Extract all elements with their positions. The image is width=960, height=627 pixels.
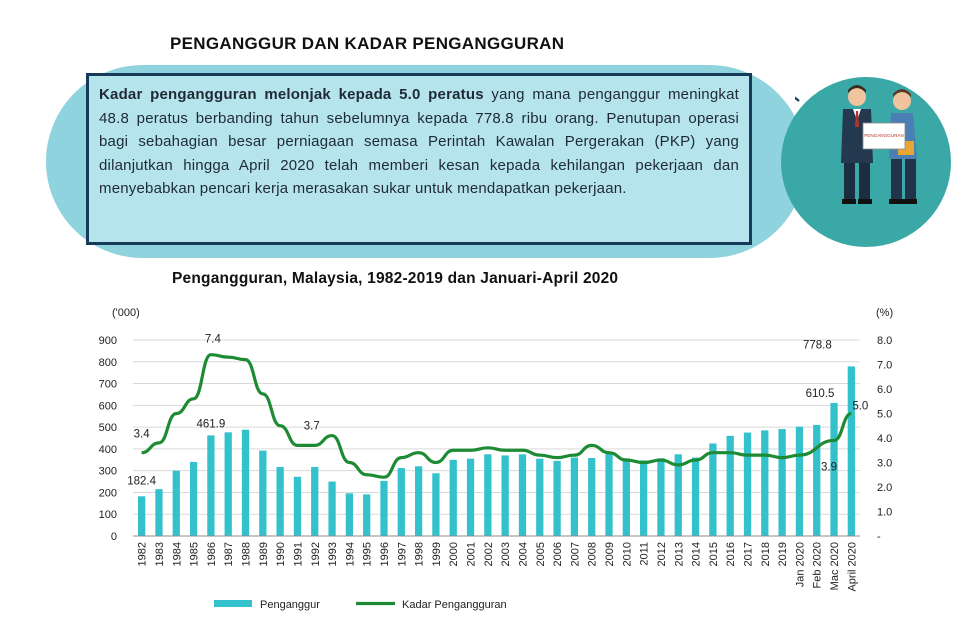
left-tick-label: 900 <box>98 335 117 347</box>
x-tick-label: 2019 <box>777 542 790 567</box>
bar-penganggur <box>363 494 370 536</box>
data-label: 461.9 <box>196 418 226 431</box>
right-tick-label: 1.0 <box>877 506 893 519</box>
legend-label-penganggur: Penganggur <box>260 599 320 611</box>
x-tick-label: 2011 <box>638 542 651 566</box>
x-tick-label: 1991 <box>292 542 305 567</box>
bar-penganggur <box>294 477 301 536</box>
left-tick-label: 700 <box>98 378 117 391</box>
bar-penganggur <box>432 473 439 536</box>
bar-penganggur <box>225 432 232 536</box>
x-tick-label: 1996 <box>378 542 391 567</box>
right-tick-label: 2.0 <box>877 482 893 494</box>
bar-penganggur <box>190 462 197 536</box>
bar-penganggur <box>571 458 578 536</box>
bar-penganggur <box>727 436 734 536</box>
bar-penganggur <box>675 454 682 536</box>
right-tick-label: 7.0 <box>877 359 893 372</box>
bar-penganggur <box>605 453 612 536</box>
right-tick-label: 8.0 <box>877 335 893 347</box>
bar-penganggur <box>761 430 768 536</box>
bar-penganggur <box>450 460 457 536</box>
bar-penganggur <box>398 468 405 536</box>
x-tick-label: 1983 <box>153 542 166 567</box>
x-tick-label: 2015 <box>707 542 720 567</box>
x-tick-label: 1994 <box>344 542 357 567</box>
bar-penganggur <box>207 435 214 536</box>
left-axis-unit: ('000) <box>112 307 140 319</box>
x-tick-label: 2017 <box>742 542 755 567</box>
page-title: PENGANGGUR DAN KADAR PENGANGGURAN <box>170 34 565 53</box>
bar-penganggur <box>536 459 543 536</box>
bar-penganggur <box>484 454 491 536</box>
x-tick-label: 1987 <box>223 542 236 567</box>
x-tick-label: 2000 <box>448 542 461 567</box>
x-tick-label: Jan 2020 <box>794 542 807 588</box>
left-tick-label: 600 <box>98 400 117 413</box>
legend-label-kadar-pengangguran: Kadar Pengangguran <box>402 599 507 611</box>
x-tick-label: 2008 <box>586 542 599 567</box>
x-tick-label: 1986 <box>205 542 218 567</box>
bar-penganggur <box>242 430 249 536</box>
x-tick-label: 1984 <box>171 542 184 567</box>
summary-bold-lead: Kadar pengangguran melonjak kepada 5.0 peratus <box>99 86 484 103</box>
bar-penganggur <box>796 427 803 536</box>
unemployment-chart <box>0 290 960 627</box>
bar-penganggur <box>276 467 283 536</box>
bar-series-penganggur <box>138 366 855 536</box>
data-labels <box>127 334 868 488</box>
bar-penganggur <box>778 429 785 536</box>
left-tick-label: 100 <box>98 509 117 522</box>
x-tick-label: Feb 2020 <box>811 542 824 589</box>
x-axis <box>133 536 860 592</box>
left-tick-label: 200 <box>98 487 117 500</box>
bar-penganggur <box>311 467 318 536</box>
bar-penganggur <box>415 466 422 536</box>
right-axis-unit: (%) <box>876 307 894 319</box>
data-label: 3.4 <box>133 428 150 441</box>
left-tick-label: 400 <box>98 443 117 456</box>
bar-penganggur <box>813 425 820 536</box>
bar-penganggur <box>848 366 855 536</box>
left-axis <box>99 335 117 543</box>
left-tick-label: 500 <box>98 422 117 435</box>
x-tick-label: 2016 <box>725 542 738 567</box>
chart-title: Pengangguran, Malaysia, 1982-2019 dan Januari-April 2020 <box>172 270 619 287</box>
summary-body: yang mana penganggur meningkat 48.8 peratus berbanding tahun sebelumnya kepada 778.8 ribu orang. Penutupan operasi bagi sebahagian besar perniagaan semasa Perintah Kawalan Pergerakan (PKP) yang dilanjutkan hingga April 2020 telah memberi kesan kepada kehilangan pekerjaan dan menyebabkan pencari kerja merasakan sukar untuk mendapatkan pekerjaan. <box>99 86 739 197</box>
data-label: 182.4 <box>127 475 157 488</box>
bar-penganggur <box>173 471 180 536</box>
x-tick-label: 1982 <box>136 542 149 567</box>
bar-penganggur <box>588 458 595 536</box>
summary-text <box>99 83 739 201</box>
bar-penganggur <box>553 461 560 536</box>
left-tick-label: 0 <box>110 531 117 543</box>
x-tick-label: 2009 <box>604 542 617 567</box>
x-tick-label: 1990 <box>275 542 288 567</box>
x-tick-label: 2007 <box>569 542 582 567</box>
chart-legend <box>214 599 507 611</box>
bar-penganggur <box>380 481 387 536</box>
x-tick-label: 2012 <box>655 542 668 567</box>
bar-penganggur <box>640 460 647 536</box>
x-tick-label: 1995 <box>361 542 374 567</box>
data-label: 3.9 <box>821 461 838 474</box>
data-label: 3.7 <box>303 420 320 433</box>
left-tick-label: 300 <box>98 465 117 478</box>
bar-penganggur <box>155 489 162 536</box>
x-tick-label: 1992 <box>309 542 322 567</box>
x-tick-label: 2013 <box>673 542 686 567</box>
bar-penganggur <box>328 482 335 536</box>
x-tick-label: 2005 <box>534 542 547 567</box>
right-tick-label: 5.0 <box>877 408 893 421</box>
data-label: 7.4 <box>204 333 221 346</box>
x-tick-label: 2018 <box>759 542 772 567</box>
x-tick-label: 1993 <box>327 542 340 567</box>
right-tick-label: 6.0 <box>877 384 893 396</box>
x-tick-label: 2010 <box>621 542 634 567</box>
bar-penganggur <box>138 496 145 536</box>
data-label: 5.0 <box>852 400 869 413</box>
x-tick-label: 1985 <box>188 542 201 567</box>
x-tick-label: Mac 2020 <box>829 542 842 591</box>
sign-text: PENGANGGURAN <box>864 133 904 138</box>
bar-penganggur <box>519 454 526 536</box>
x-tick-label: 1999 <box>430 542 443 567</box>
summary-box <box>86 73 752 245</box>
bar-penganggur <box>467 459 474 536</box>
x-tick-label: 1997 <box>396 542 409 567</box>
right-tick-label: - <box>877 531 881 543</box>
bar-penganggur <box>346 493 353 536</box>
x-tick-label: 2006 <box>552 542 565 567</box>
left-tick-label: 800 <box>98 356 117 369</box>
data-label: 778.8 <box>802 339 832 352</box>
right-tick-label: 4.0 <box>877 433 893 445</box>
x-tick-label: 1998 <box>413 542 426 567</box>
legend-swatch-penganggur <box>214 600 252 607</box>
bar-penganggur <box>259 451 266 536</box>
x-tick-label: 2004 <box>517 542 530 567</box>
bar-penganggur <box>502 455 509 536</box>
data-label: 610.5 <box>805 388 835 401</box>
x-tick-label: 2014 <box>690 542 703 567</box>
x-tick-label: 1989 <box>257 542 270 567</box>
right-axis <box>877 335 892 543</box>
x-tick-label: 1988 <box>240 542 253 567</box>
bar-penganggur <box>692 458 699 536</box>
right-tick-label: 3.0 <box>877 457 893 470</box>
x-tick-label: 2001 <box>465 542 478 567</box>
job-seeker-illustration <box>795 75 941 221</box>
x-tick-label: 2003 <box>500 542 513 567</box>
bar-penganggur <box>657 458 664 536</box>
bar-penganggur <box>709 443 716 536</box>
bar-penganggur <box>744 433 751 536</box>
x-tick-label: 2002 <box>482 542 495 567</box>
x-tick-label: April 2020 <box>846 542 859 592</box>
bar-penganggur <box>623 458 630 536</box>
